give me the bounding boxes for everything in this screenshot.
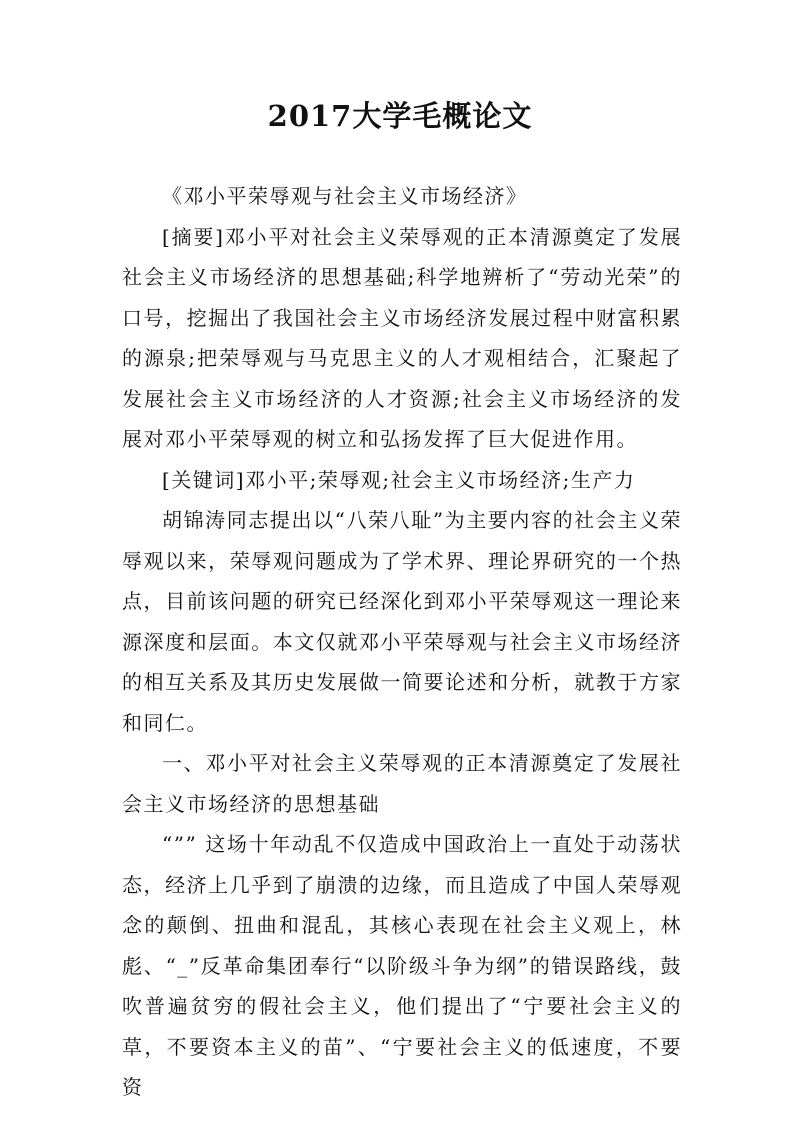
document-title: 2017大学毛概论文 bbox=[267, 99, 533, 133]
paragraph-intro: 胡锦涛同志提出以“八荣八耻”为主要内容的社会主义荣辱观以来，荣辱观问题成为了学术界、理论界研究的一个热点，目前该问题的研究已经深化到邓小平荣辱观这一理论来源深度和层面。本文仅就邓小平荣辱观与社会主义市场经济的相互关系及其历史发展做一简要论述和分析，就教于方家和同仁。 bbox=[122, 508, 682, 735]
paragraph-keywords: [关键词]邓小平;荣辱观;社会主义市场经济;生产力 bbox=[162, 467, 636, 492]
paragraph-subtitle: 《邓小平荣辱观与社会主义市场经济》 bbox=[162, 184, 528, 208]
document-body bbox=[122, 176, 682, 1108]
paragraph-section-1: “”” 这场十年动乱不仅造成中国政治上一直处于动荡状态，经济上几乎到了崩溃的边缘，而且造成了中国人荣辱观念的颠倒、扭曲和混乱，其核心表现在社会主义观上，林彪、“_”反革命集团奉行“以阶级斗争为纲”的错误路线，鼓吹普遍贫穷的假社会主义，他们提出了“宁要社会主义的草，不要资本主义的苗”、“宁要社会主义的低速度，不要资 bbox=[122, 832, 682, 1099]
paragraph-abstract: [摘要]邓小平对社会主义荣辱观的正本清源奠定了发展社会主义市场经济的思想基础;科学地辨析了“劳动光荣”的口号，挖掘出了我国社会主义市场经济发展过程中财富积累的源泉;把荣辱观与马克思主义的人才观相结合，汇聚起了发展社会主义市场经济的人才资源;社会主义市场经济的发展对邓小平荣辱观的树立和弘扬发挥了巨大促进作用。 bbox=[122, 224, 682, 451]
section-heading-1: 一、邓小平对社会主义荣辱观的正本清源奠定了发展社会主义市场经济的思想基础 bbox=[122, 751, 682, 816]
